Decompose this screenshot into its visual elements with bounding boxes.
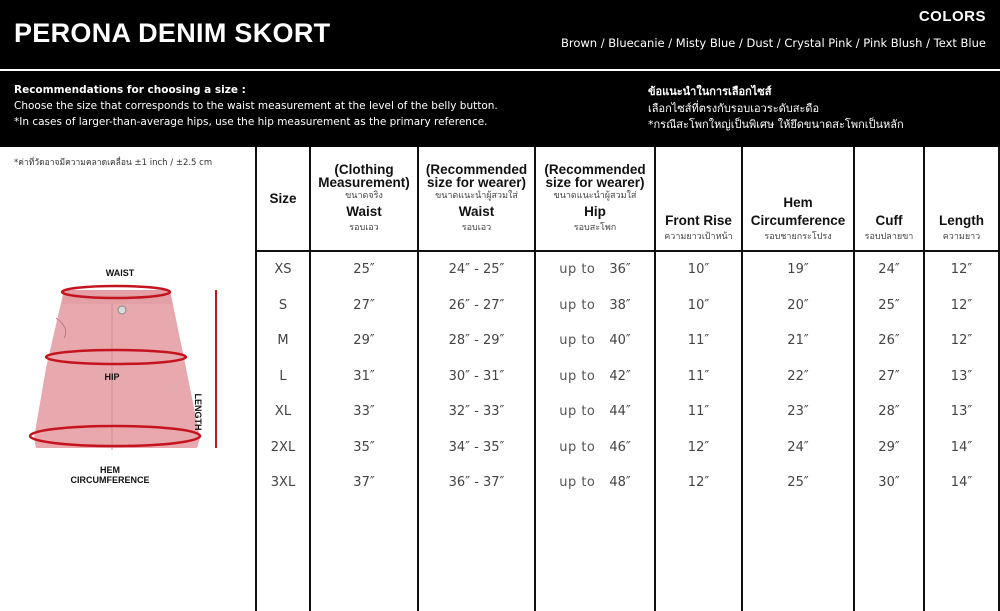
cell-hem-circumference: 21″ bbox=[742, 323, 854, 359]
cell-length: 13″ bbox=[924, 394, 999, 430]
cell-size: XL bbox=[256, 394, 310, 430]
column-header-title: Front Rise bbox=[665, 213, 732, 228]
hip-value: 36″ bbox=[609, 262, 631, 278]
product-title: PERONA DENIM SKORT bbox=[14, 18, 331, 48]
cell-recommended-hip bbox=[535, 465, 655, 501]
measurement-tolerance-note: *ค่าที่วัดอาจมีความคลาดเคลื่อน ±1 inch / ±2.5 cm bbox=[14, 158, 213, 168]
cell-front-rise: 11″ bbox=[655, 359, 742, 395]
column-header-size bbox=[256, 147, 310, 251]
recommendation-line-thai: เลือกไซส์ที่ตรงกับรอบเอวระดับสะดือ bbox=[648, 101, 820, 115]
column-header-title-thai: ความยาวเป้าหน้า bbox=[664, 232, 733, 242]
column-header-length bbox=[924, 147, 999, 251]
cell-clothing-waist: 25″ bbox=[310, 251, 418, 288]
cell-size: L bbox=[256, 359, 310, 395]
cell-size: S bbox=[256, 288, 310, 324]
hip-value: 48″ bbox=[609, 475, 631, 491]
column-header-title-thai: ความยาว bbox=[942, 232, 981, 242]
cell-recommended-hip bbox=[535, 394, 655, 430]
cell-recommended-waist: 32″ - 33″ bbox=[418, 394, 535, 430]
empty-cell bbox=[535, 501, 655, 611]
empty-cell bbox=[418, 501, 535, 611]
column-header-title: Hem Circumference bbox=[750, 195, 846, 228]
skirt-shape bbox=[34, 290, 200, 448]
skirt-diagram bbox=[0, 258, 254, 498]
cell-recommended-hip bbox=[535, 430, 655, 466]
hip-value: 44″ bbox=[609, 404, 631, 420]
column-header-qualifier: (Clothing Measurement) bbox=[318, 161, 410, 190]
cell-recommended-waist: 30″ - 31″ bbox=[418, 359, 535, 395]
empty-cell bbox=[742, 501, 854, 611]
cell-front-rise: 10″ bbox=[655, 251, 742, 288]
cell-length: 13″ bbox=[924, 359, 999, 395]
column-header-title: Size bbox=[269, 190, 297, 206]
column-header-qualifier-thai: ขนาดจริง bbox=[345, 190, 383, 201]
table-row bbox=[256, 394, 999, 430]
column-header-front-rise bbox=[655, 147, 742, 251]
cell-cuff: 26″ bbox=[854, 323, 924, 359]
cell-hem-circumference: 20″ bbox=[742, 288, 854, 324]
cell-recommended-hip bbox=[535, 359, 655, 395]
cell-clothing-waist: 33″ bbox=[310, 394, 418, 430]
column-header-qualifier: (Recommended size for wearer) bbox=[425, 161, 528, 190]
cell-recommended-hip bbox=[535, 323, 655, 359]
hip-prefix: up to bbox=[559, 439, 596, 455]
cell-cuff: 28″ bbox=[854, 394, 924, 430]
table-header-row bbox=[256, 147, 999, 251]
cell-recommended-waist: 36″ - 37″ bbox=[418, 465, 535, 501]
recommendations-thai bbox=[648, 84, 904, 134]
cell-front-rise: 12″ bbox=[655, 465, 742, 501]
cell-size: 3XL bbox=[256, 465, 310, 501]
column-header-recommended-hip bbox=[535, 147, 655, 251]
table-filler-row bbox=[256, 501, 999, 611]
cell-cuff: 29″ bbox=[854, 430, 924, 466]
column-header-title-thai: รอบชายกระโปรง bbox=[764, 232, 832, 242]
cell-recommended-hip bbox=[535, 288, 655, 324]
waist-label: WAIST bbox=[105, 268, 135, 278]
cell-recommended-waist: 26″ - 27″ bbox=[418, 288, 535, 324]
cell-clothing-waist: 29″ bbox=[310, 323, 418, 359]
size-chart-table bbox=[255, 147, 1000, 611]
cell-recommended-waist: 24″ - 25″ bbox=[418, 251, 535, 288]
empty-cell bbox=[655, 501, 742, 611]
cell-length: 12″ bbox=[924, 288, 999, 324]
column-header-qualifier-thai: ขนาดแนะนำผู้สวมใส่ bbox=[435, 190, 518, 201]
column-header-clothing-waist bbox=[310, 147, 418, 251]
hip-value: 38″ bbox=[609, 297, 631, 313]
recommendations-heading-thai: ข้อแนะนำในการเลือกไซส์ bbox=[648, 85, 772, 98]
hip-prefix: up to bbox=[559, 404, 596, 420]
cell-recommended-waist: 34″ - 35″ bbox=[418, 430, 535, 466]
hip-label: HIP bbox=[104, 372, 120, 382]
cell-length: 12″ bbox=[924, 323, 999, 359]
recommendations-english bbox=[14, 82, 498, 130]
hip-prefix: up to bbox=[559, 368, 596, 384]
column-header-title: Waist bbox=[458, 203, 495, 219]
table-row bbox=[256, 430, 999, 466]
table-row bbox=[256, 251, 999, 288]
colors-list: Brown / Bluecanie / Misty Blue / Dust / Crystal Pink / Pink Blush / Text Blue bbox=[560, 36, 986, 50]
cell-cuff: 25″ bbox=[854, 288, 924, 324]
cell-front-rise: 11″ bbox=[655, 394, 742, 430]
table-row bbox=[256, 465, 999, 501]
cell-size: M bbox=[256, 323, 310, 359]
hem-label-line: HEM bbox=[100, 465, 120, 475]
recommendation-line-thai: *กรณีสะโพกใหญ่เป็นพิเศษ ให้ยึดขนาดสะโพกเป็นหลัก bbox=[648, 118, 904, 131]
hip-prefix: up to bbox=[559, 333, 596, 349]
cell-hem-circumference: 23″ bbox=[742, 394, 854, 430]
hip-prefix: up to bbox=[559, 262, 596, 278]
table-row bbox=[256, 359, 999, 395]
colors-heading: COLORS bbox=[918, 8, 986, 25]
cell-recommended-waist: 28″ - 29″ bbox=[418, 323, 535, 359]
cell-clothing-waist: 31″ bbox=[310, 359, 418, 395]
hip-prefix: up to bbox=[559, 297, 596, 313]
cell-cuff: 24″ bbox=[854, 251, 924, 288]
column-header-qualifier-thai: ขนาดแนะนำผู้สวมใส่ bbox=[553, 190, 637, 201]
column-header-title: Length bbox=[939, 213, 984, 228]
column-header-qualifier: (Recommended size for wearer) bbox=[544, 161, 646, 190]
cell-hem-circumference: 19″ bbox=[742, 251, 854, 288]
cell-size: XS bbox=[256, 251, 310, 288]
recommendation-line: Choose the size that corresponds to the waist measurement at the level of the belly button. bbox=[14, 100, 498, 112]
recommendation-line: *In cases of larger-than-average hips, use the hip measurement as the primary reference. bbox=[14, 116, 488, 128]
cell-length: 12″ bbox=[924, 251, 999, 288]
empty-cell bbox=[924, 501, 999, 611]
cell-clothing-waist: 35″ bbox=[310, 430, 418, 466]
hip-prefix: up to bbox=[559, 475, 596, 491]
cell-cuff: 27″ bbox=[854, 359, 924, 395]
table-row bbox=[256, 323, 999, 359]
column-header-title: Waist bbox=[346, 203, 382, 219]
hem-label-line: CIRCUMFERENCE bbox=[70, 475, 150, 485]
column-header-title: Cuff bbox=[875, 213, 903, 228]
column-header-title-thai: รอบเอว bbox=[461, 222, 492, 233]
cell-front-rise: 10″ bbox=[655, 288, 742, 324]
empty-cell bbox=[310, 501, 418, 611]
column-header-cuff bbox=[854, 147, 924, 251]
cell-clothing-waist: 37″ bbox=[310, 465, 418, 501]
cell-length: 14″ bbox=[924, 430, 999, 466]
cell-recommended-hip bbox=[535, 251, 655, 288]
column-header-title-thai: รอบปลายขา bbox=[864, 232, 914, 242]
cell-hem-circumference: 22″ bbox=[742, 359, 854, 395]
header-divider bbox=[0, 69, 1000, 71]
column-header-title: Hip bbox=[584, 203, 606, 219]
recommendations-heading: Recommendations for choosing a size : bbox=[14, 84, 246, 96]
hip-value: 42″ bbox=[609, 368, 631, 384]
empty-cell bbox=[854, 501, 924, 611]
cell-length: 14″ bbox=[924, 465, 999, 501]
table-row bbox=[256, 288, 999, 324]
hip-value: 40″ bbox=[609, 333, 631, 349]
skirt-button bbox=[118, 306, 126, 314]
cell-front-rise: 11″ bbox=[655, 323, 742, 359]
empty-cell bbox=[256, 501, 310, 611]
column-header-title-thai: รอบเอว bbox=[349, 222, 379, 233]
cell-size: 2XL bbox=[256, 430, 310, 466]
column-header-title-thai: รอบสะโพก bbox=[573, 222, 617, 233]
cell-hem-circumference: 24″ bbox=[742, 430, 854, 466]
hem-circumference-label bbox=[55, 465, 165, 485]
cell-front-rise: 12″ bbox=[655, 430, 742, 466]
column-header-recommended-waist bbox=[418, 147, 535, 251]
cell-clothing-waist: 27″ bbox=[310, 288, 418, 324]
length-label: LENGTH bbox=[193, 393, 203, 431]
cell-hem-circumference: 25″ bbox=[742, 465, 854, 501]
cell-cuff: 30″ bbox=[854, 465, 924, 501]
column-header-hem-circumference bbox=[742, 147, 854, 251]
hip-value: 46″ bbox=[609, 439, 631, 455]
